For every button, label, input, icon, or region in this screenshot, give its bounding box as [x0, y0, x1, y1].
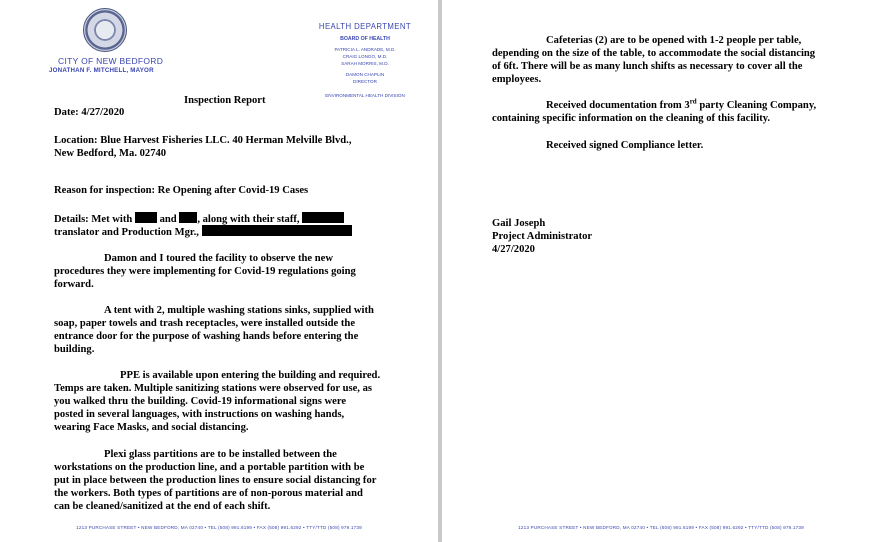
director-title: DIRECTOR — [353, 79, 377, 84]
report-page-1: CITY OF NEW BEDFORD JONATHAN F. MITCHELL, MAYOR HEALTH DEPARTMENT BOARD OF HEALTH PATRICIA L. ANDRADE, M.D. CRAIG LONGO, M.D. SARAH MORRIS, M.D. DAMON CHAPLIN DIRECTOR ENVIRONMENTAL HEALTH DIVISION Inspection Report Date: 4/27/2020 Location: Blue Harvest Fisheries LLC. 40 Herman Melville Blvd., New Bedford, Ma. 02740 Reason for inspection: Re Opening after Covid-19 Cases Details: Met with and , along with their staff, translator and Production Mgr., Damon and I toured the facility to observe the new procedures they were implementing for Covid-19 regulations going forward. A tent with 2, multiple washing stations sinks, supplied with soap, paper towels and trash receptacles, were installed outside the entrance door for the purpose of washing hands before entering the building. PPE is available upon entering the building and required. Temps are taken. Multiple sanitizing stations were observed for use, as you walked thru the building. Covid-19 informational signs were posted in several languages, with instructions on washing hands, wearing Face Masks, and social distancing. Plexi glass partitions are to be installed between the workstations on the production line, and a portable partition with be put in place between the production lines to ensure social distancing for the workers. Both types of partitions are of non-porous material and can be cleaned/sanitized at the end of each shift. 1213 PURCHASE STREET • NEW BEDFORD, MA 02740 • TEL (508) 991.6199 • FAX (508) 991.6292 • TTY/TTD (508) 979.1739 — [0, 0, 438, 542]
board-member: PATRICIA L. ANDRADE, M.D. — [334, 47, 396, 52]
paragraph-compliance: Received signed Compliance letter. — [546, 140, 704, 151]
page-footer: 1213 PURCHASE STREET • NEW BEDFORD, MA 02740 • TEL (508) 991.6199 • FAX (508) 991.6292 • TTY/TTD (508) 979.1739 — [76, 525, 362, 530]
department-title: HEALTH DEPARTMENT — [318, 22, 412, 31]
redaction-bar — [135, 212, 157, 223]
redaction-bar — [302, 212, 344, 223]
division-name: ENVIRONMENTAL HEALTH DIVISION — [325, 93, 405, 98]
sign-date: 4/27/2020 — [492, 244, 535, 255]
city-seal-icon — [83, 8, 127, 52]
board-title: BOARD OF HEALTH — [340, 36, 390, 42]
page-footer: 1213 PURCHASE STREET • NEW BEDFORD, MA 02740 • TEL (508) 991.6199 • FAX (508) 991.6292 • TTY/TTD (508) 979.1739 — [518, 525, 804, 530]
board-member: CRAIG LONGO, M.D. — [342, 54, 388, 59]
redaction-bar — [202, 225, 352, 236]
details-and: and — [159, 214, 177, 225]
signer-title: Project Administrator — [492, 231, 593, 242]
details-line2: translator and Production Mgr., — [54, 227, 199, 238]
city-name: CITY OF NEW BEDFORD — [58, 56, 164, 66]
paragraph-cleaning: Received documentation from 3rd party Cleaning Company, — [546, 97, 817, 111]
details-mid: , along with their staff, — [197, 214, 300, 225]
paragraph-cleaning-line: containing specific information on the cleaning of this facility. — [492, 113, 771, 124]
mayor-name: JONATHAN F. MITCHELL, MAYOR — [49, 67, 154, 74]
details-prefix: Details: Met with — [54, 214, 133, 225]
report-page-2: Cafeterias (2) are to be opened with 1-2 people per table, depending on the size of the table, to accommodate the social distancing of 6ft. There will be as many lunch shifts as necessary to cover all the employees. Received documentation from 3rd party Cleaning Company, containing specific information on the cleaning of this facility. Received signed Compliance letter. Gail Joseph Project Administrator 4/27/2020 1213 PURCHASE STREET • NEW BEDFORD, MA 02740 • TEL (508) 991.6199 • FAX (508) 991.6292 • TTY/TTD (508) 979.1739 — [442, 0, 880, 542]
report-date: Date: 4/27/2020 — [54, 107, 125, 118]
board-member: SARAH MORRIS, M.D. — [341, 61, 389, 66]
signer-name: Gail Joseph — [492, 218, 546, 229]
reason-line: Reason for inspection: Re Opening after Covid-19 Cases — [54, 185, 309, 196]
director-name: DAMON CHAPLIN — [345, 72, 385, 77]
report-title: Inspection Report — [184, 95, 266, 106]
location-line: Location: Blue Harvest Fisheries LLC. 40 Herman Melville Blvd., — [54, 135, 352, 146]
redaction-bar — [179, 212, 197, 223]
details-line — [54, 225, 352, 240]
location-line: New Bedford, Ma. 02740 — [54, 148, 167, 159]
